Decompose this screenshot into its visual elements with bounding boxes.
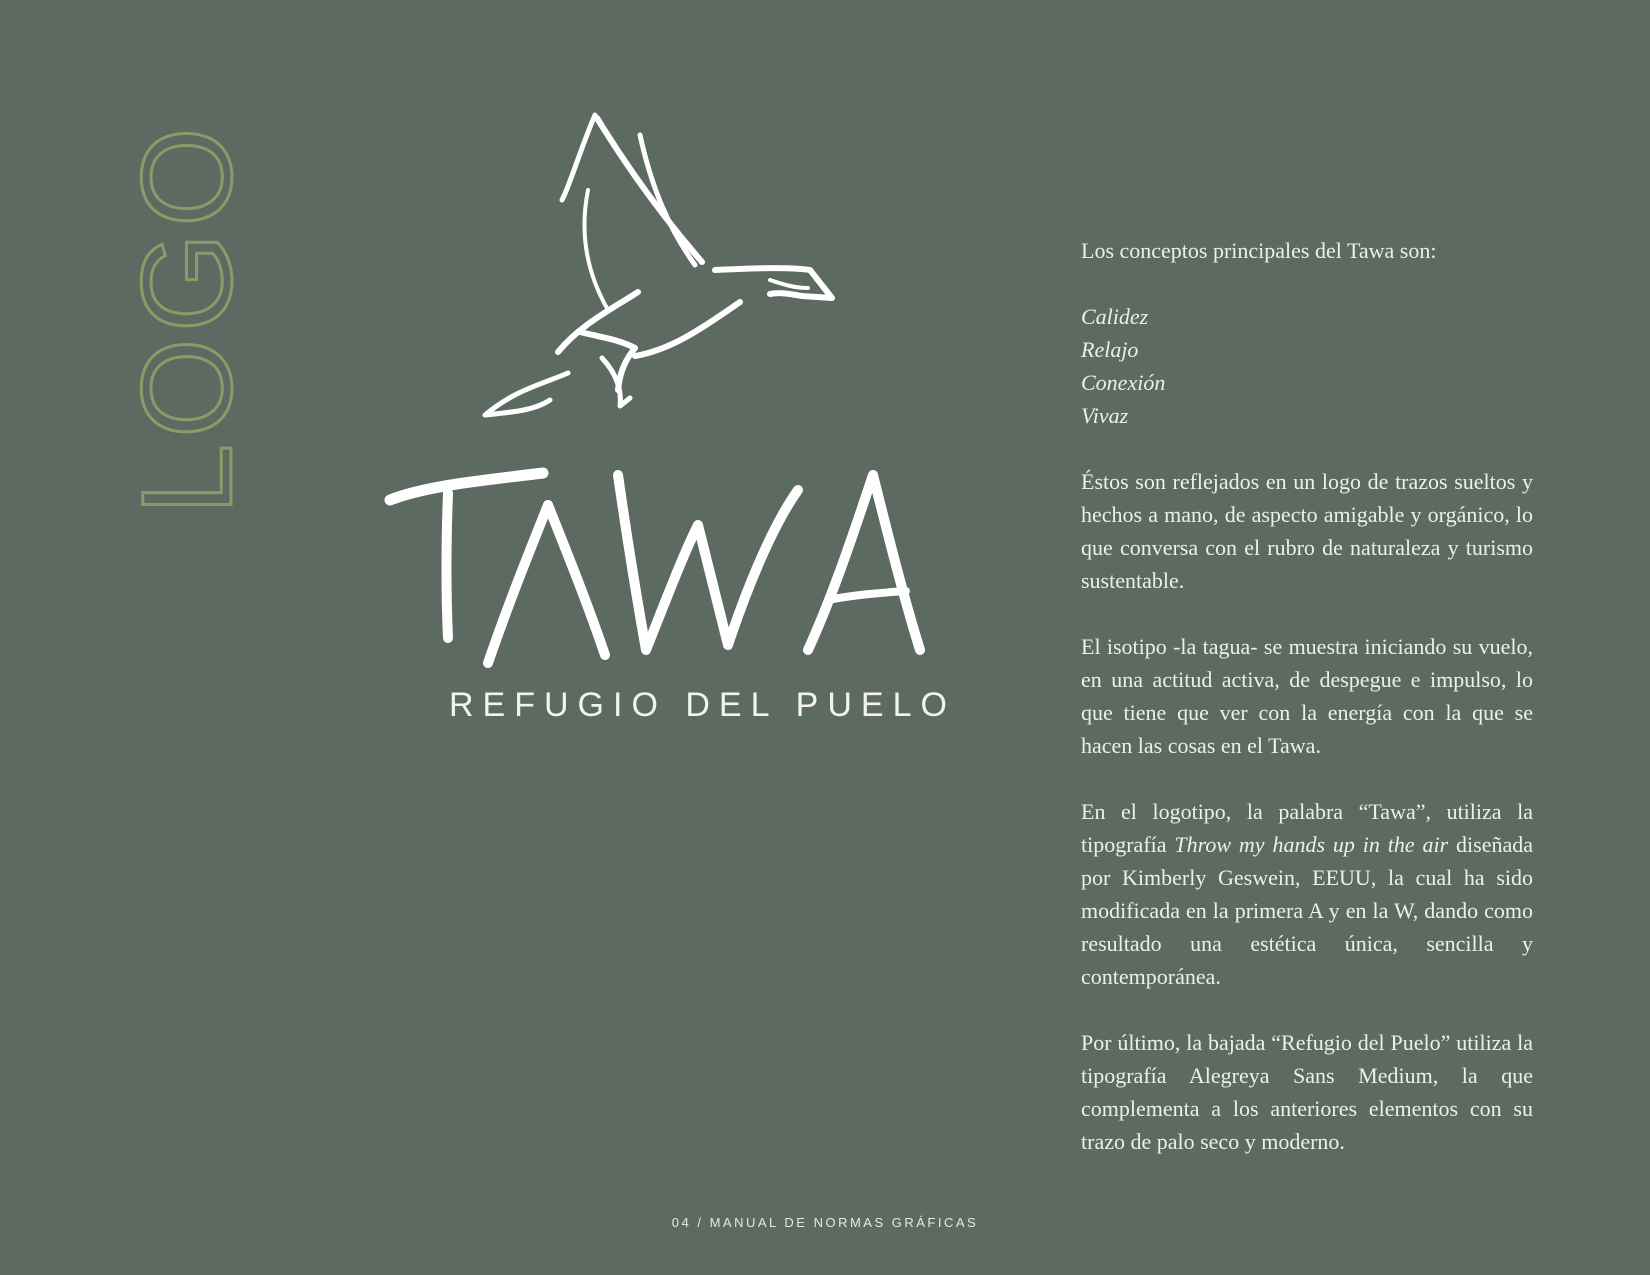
concept-item: Conexión bbox=[1081, 370, 1166, 395]
body-copy bbox=[1081, 234, 1533, 1158]
paragraph-isotype: El isotipo -la tagua- se muestra iniciando su vuelo, en una actitud activa, de despegue e impulso, lo que tiene que ver con la energía con la que se hacen las cosas en el Tawa. bbox=[1081, 634, 1533, 758]
bird-isotype-icon bbox=[440, 110, 900, 450]
typeface-name: Throw my hands up in the air bbox=[1174, 832, 1449, 857]
paragraph-logotype-text: En el logotipo, la palabra “Tawa”, utiliza la tipografía bbox=[1081, 799, 1533, 857]
paragraph-style: Éstos son reflejados en un logo de trazos sueltos y hechos a mano, de aspecto amigable y orgánico, lo que conversa con el rubro de naturaleza y turismo sustentable. bbox=[1081, 469, 1533, 593]
concepts-list bbox=[1081, 300, 1533, 432]
paragraph-logotype bbox=[1081, 795, 1533, 993]
page-footer: 04 / MANUAL DE NORMAS GRÁFICAS bbox=[671, 1215, 979, 1230]
concept-item: Vivaz bbox=[1081, 403, 1129, 428]
paragraph-logotype-text-end: diseñada por Kimberly Geswein, EEUU, la cual ha sido modificada en la primera A y en la W, dando como resultado una estética única, sencilla y contemporánea. bbox=[1081, 832, 1533, 989]
logo-wordmark bbox=[388, 445, 948, 685]
paragraph-tagline: Por último, la bajada “Refugio del Puelo” utiliza la tipografía Alegreya Sans Medium, la que complementa a los anteriores elementos con su trazo de palo seco y moderno. bbox=[1081, 1030, 1533, 1154]
concept-item: Relajo bbox=[1081, 337, 1139, 362]
section-title bbox=[116, 121, 259, 525]
section-title-text: LOGO bbox=[116, 121, 259, 515]
concept-item: Calidez bbox=[1081, 304, 1149, 329]
logo-tagline: REFUGIO DEL PUELO bbox=[449, 686, 956, 724]
intro-paragraph: Los conceptos principales del Tawa son: bbox=[1081, 238, 1437, 263]
